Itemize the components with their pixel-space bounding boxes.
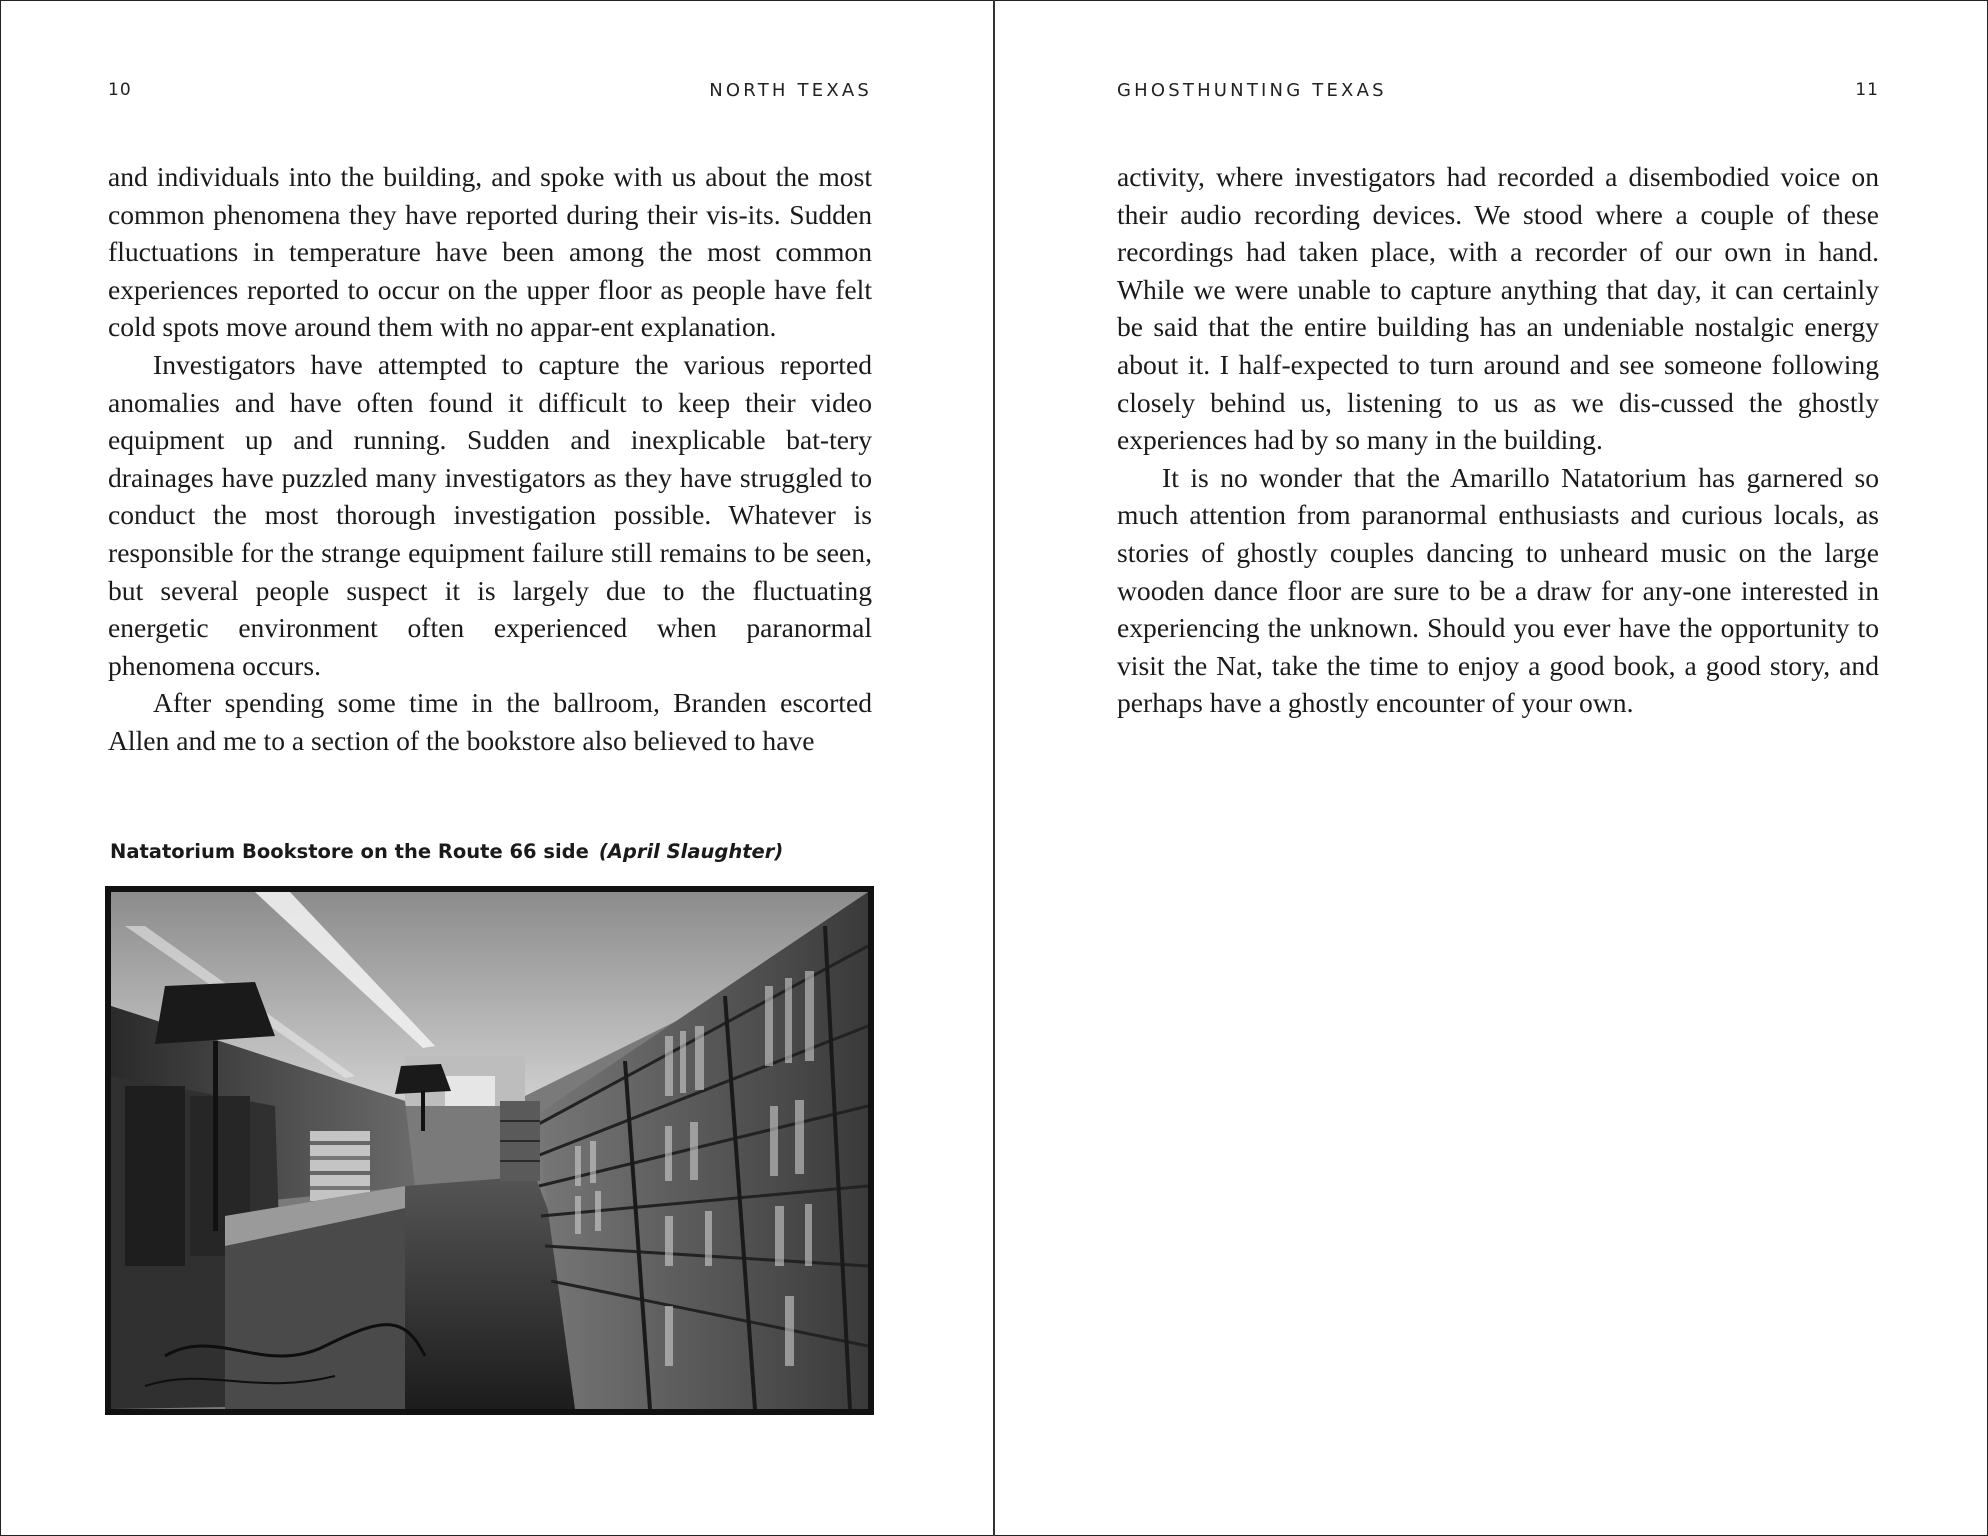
- left-running-title: NORTH TEXAS: [709, 80, 872, 101]
- right-paragraph-1: activity, where investigators had recorded a disembodied voice on their audio recording devices. We stood where a couple of these recordings had taken place, with a recorder of our own in hand. While we were unable to capture anything that day, it can certainly be said that the entire building has an undeniable nostalgic energy about it. I half-expected to turn around and see someone following closely behind us, listening to us as we dis-cussed the ghostly experiences had by so many in the building.: [1117, 161, 1879, 456]
- left-paragraph-3: After spending some time in the ballroom, Branden escorted Allen and me to a section of the bookstore also believed to have: [108, 687, 872, 756]
- bookstore-photo: [105, 886, 874, 1415]
- figure-credit: (April Slaughter): [598, 840, 784, 863]
- right-body-text: [1117, 158, 1879, 722]
- right-page: [995, 0, 1988, 1536]
- right-running-title: GHOSTHUNTING TEXAS: [1117, 80, 1387, 101]
- left-running-head: [108, 80, 872, 106]
- right-running-head: [1117, 80, 1879, 106]
- left-body-text: [108, 158, 872, 760]
- left-folio: 10: [108, 80, 132, 100]
- bookstore-photo-image: [105, 886, 874, 1415]
- right-folio: 11: [1855, 80, 1879, 100]
- left-paragraph-2: Investigators have attempted to capture the various reported anomalies and have often found it difficult to keep their video equipment up and running. Sudden and inexplicable bat-tery drainages have puzzled many investigators as they have struggled to conduct the most thorough investigation possible. Whatever is responsible for the strange equipment failure still remains to be seen, but several people suspect it is largely due to the fluctuating energetic environment often experienced when paranormal phenomena occurs.: [108, 348, 872, 681]
- figure-caption-text: Natatorium Bookstore on the Route 66 side: [110, 840, 589, 863]
- figure-caption: [110, 840, 870, 863]
- right-paragraph-2: It is no wonder that the Amarillo Natatorium has garnered so much attention from paranormal enthusiasts and curious locals, as stories of ghostly couples dancing to unheard music on the large wooden dance floor are sure to be a draw for any-one interested in experiencing the unknown. Should you ever have the opportunity to visit the Nat, take the time to enjoy a good book, a good story, and perhaps have a ghostly encounter of your own.: [1117, 461, 1879, 719]
- left-paragraph-1: and individuals into the building, and spoke with us about the most common phenomena they have reported during their vis-its. Sudden fluctuations in temperature have been among the most common experiences reported to occur on the upper floor as people have felt cold spots move around them with no appar-ent explanation.: [108, 161, 872, 343]
- left-page: [0, 0, 993, 1536]
